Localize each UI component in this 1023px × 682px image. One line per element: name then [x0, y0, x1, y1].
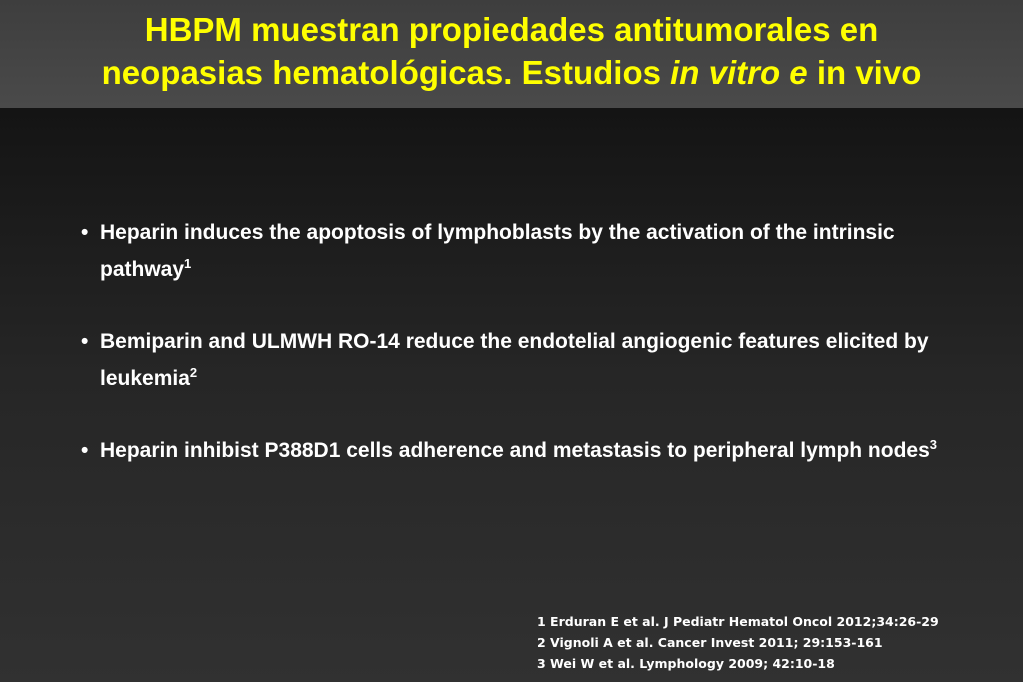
title-line-2-end: in vivo	[807, 54, 922, 91]
bullet-list	[64, 214, 964, 504]
title-bar	[0, 0, 1023, 108]
bullet-dot: •	[81, 330, 89, 353]
bullet-item	[64, 214, 964, 288]
bullet-item	[64, 323, 964, 397]
references-list	[537, 611, 1007, 674]
slide-title	[0, 8, 1023, 94]
title-line-2-start: neopasias hematológicas. Estudios	[101, 54, 671, 91]
bullet-reference-number: 1	[184, 256, 192, 272]
bullet-reference-number: 2	[189, 365, 198, 381]
reference-item: 2 Vignoli A et al. Cancer Invest 2011; 29:153-161	[537, 635, 883, 650]
bullet-item	[64, 432, 964, 469]
reference-item: 3 Wei W et al. Lymphology 2009; 42:10-18	[537, 656, 835, 671]
bullet-text: Heparin induces the apoptosis of lymphoblasts by the activation of the intrinsic pathway	[100, 221, 895, 281]
bullet-dot: •	[81, 221, 89, 244]
reference-item: 1 Erduran E et al. J Pediatr Hematol Oncol 2012;34:26-29	[537, 614, 939, 629]
bullet-text: Bemiparin and ULMWH RO-14 reduce the endotelial angiogenic features elicited by leukemia	[100, 330, 929, 390]
bullet-reference-number: 3	[929, 437, 938, 453]
title-line-2-italic: in vitro e	[670, 54, 808, 91]
bullet-dot: •	[81, 439, 89, 462]
bullet-text: Heparin inhibist P388D1 cells adherence and metastasis to peripheral lymph nodes	[100, 439, 930, 462]
title-line-1: HBPM muestran propiedades antitumorales en	[144, 11, 879, 48]
